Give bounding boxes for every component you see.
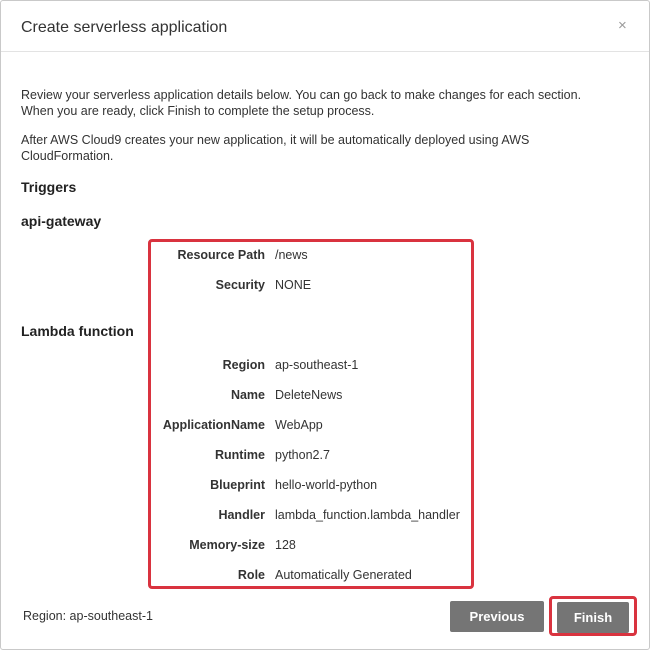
- field-label: Runtime: [215, 448, 265, 462]
- details-highlight-box: [148, 239, 474, 589]
- field-label: Handler: [218, 508, 265, 522]
- field-value: hello-world-python: [275, 478, 378, 492]
- field-label: Security: [215, 278, 265, 292]
- field-label: Resource Path: [177, 248, 265, 262]
- close-icon[interactable]: ×: [618, 17, 627, 34]
- intro-line-1: Review your serverless application details below. You can go back to make changes for each section.: [21, 88, 582, 102]
- field-value: lambda_function.lambda_handler: [275, 508, 460, 522]
- footer-region-text: Region: ap-southeast-1: [23, 609, 153, 623]
- field-value: /news: [275, 248, 308, 262]
- field-value: python2.7: [275, 448, 330, 462]
- deploy-line-1: After AWS Cloud9 creates your new application, it will be automatically deployed using AWS: [21, 133, 530, 147]
- intro-paragraph: [21, 87, 621, 119]
- field-value: NONE: [275, 278, 312, 292]
- field-label: Role: [237, 568, 265, 582]
- dialog-header: [1, 1, 649, 52]
- finish-highlight-box: [549, 596, 637, 636]
- field-value: DeleteNews: [275, 388, 343, 402]
- field-label: Region: [222, 358, 265, 372]
- field-label: Name: [230, 388, 265, 402]
- previous-button[interactable]: Previous: [450, 601, 544, 632]
- finish-button[interactable]: Finish: [557, 602, 629, 633]
- dialog-title: Create serverless application: [21, 19, 228, 36]
- field-value: 128: [275, 538, 296, 552]
- api-gateway-heading: api-gateway: [21, 213, 102, 229]
- field-value: ap-southeast-1: [275, 358, 359, 372]
- field-label: ApplicationName: [162, 418, 265, 432]
- field-label: Blueprint: [210, 478, 265, 492]
- lambda-function-heading: Lambda function: [21, 323, 134, 339]
- field-label: Memory-size: [189, 538, 265, 552]
- field-value: WebApp: [275, 418, 323, 432]
- triggers-heading: Triggers: [21, 179, 77, 195]
- field-value: Automatically Generated: [275, 568, 412, 582]
- deploy-line-2: CloudFormation.: [21, 149, 114, 163]
- intro-line-2: When you are ready, click Finish to complete the setup process.: [21, 104, 375, 118]
- deploy-paragraph: [21, 132, 621, 164]
